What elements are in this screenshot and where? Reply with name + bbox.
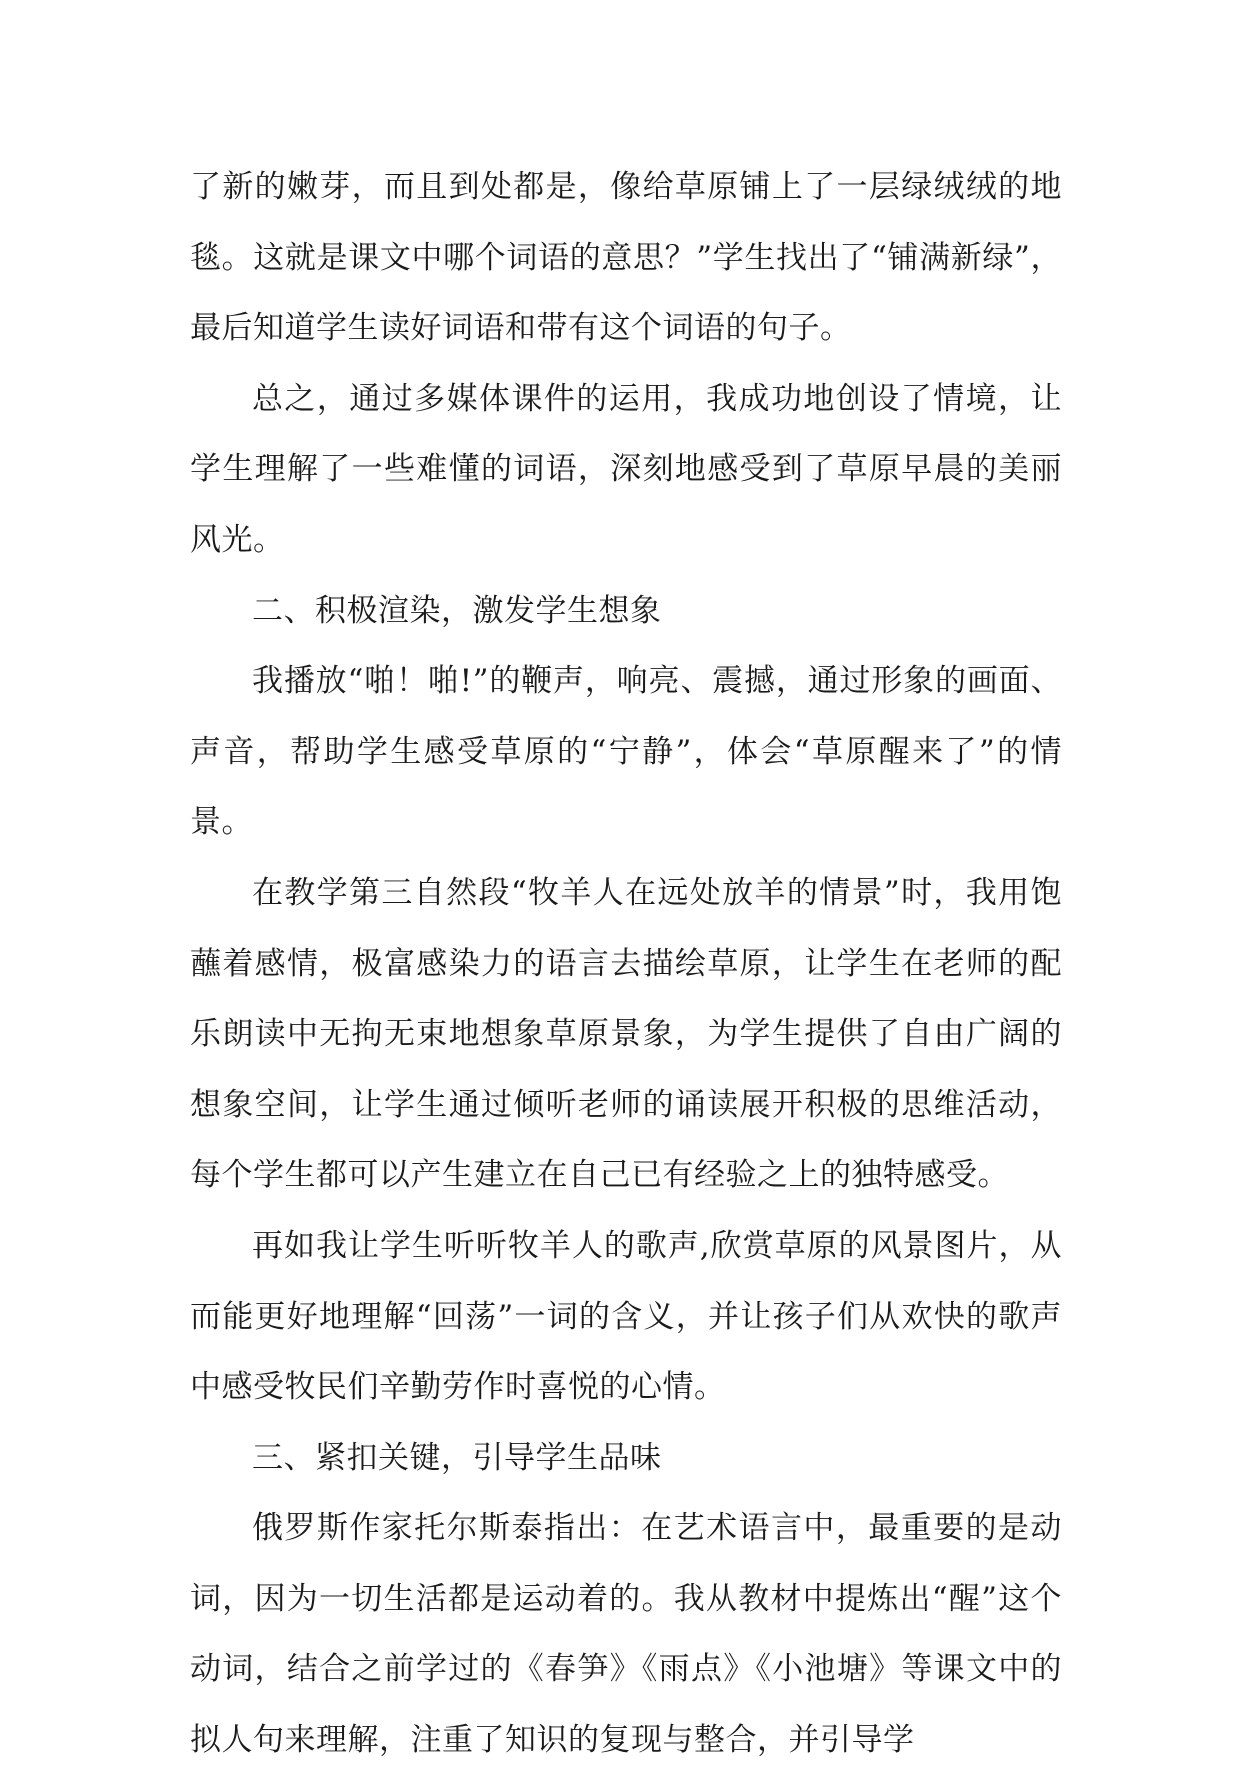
paragraph-teaching-third-section: 在教学第三自然段“牧羊人在远处放羊的情景”时，我用饱蘸着感情，极富感染力的语言去描绘草原，让学生在老师的配乐朗读中无拘无束地想象草原景象，为学生提供了自由广阔的想象空间，让学生通过倾听老师的诵读展开积极的思维活动，每个学生都可以产生建立在自己已有经验之上的独特感受。 [190, 874, 1062, 1194]
paragraph-continuation: 了新的嫩芽，而且到处都是，像给草原铺上了一层绿绒绒的地毯。这就是课文中哪个词语的意思？”学生找出了“铺满新绿”，最后知道学生读好词语和带有这个词语的句子。 [190, 169, 1062, 347]
paragraph-whip-sound: 我播放“啪！啪!”的鞭声，响亮、震撼，通过形象的画面、声音，帮助学生感受草原的“宁静”，体会“草原醒来了”的情景。 [190, 663, 1062, 841]
paragraph-tolstoy: 俄罗斯作家托尔斯泰指出：在艺术语言中，最重要的是动词，因为一切生活都是运动着的。我从教材中提炼出“醒”这个动词，结合之前学过的《春笋》《雨点》《小池塘》等课文中的拟人句来理解，注重了知识的复现与整合，并引导学 [190, 1510, 1062, 1759]
paragraph-herdsman-song: 再如我让学生听听牧羊人的歌声,欣赏草原的风景图片，从而能更好地理解“回荡”一词的含义，并让孩子们从欢快的歌声中感受牧民们辛勤劳作时喜悦的心情。 [190, 1227, 1062, 1406]
document-body [190, 152, 1062, 1776]
section-heading-2: 二、积极渲染，激发学生想象 [252, 592, 662, 629]
paragraph-summary: 总之，通过多媒体课件的运用，我成功地创设了情境，让学生理解了一些难懂的词语，深刻地感受到了草原早晨的美丽风光。 [190, 380, 1062, 558]
section-heading-3: 三、紧扣关键，引导学生品味 [252, 1439, 662, 1476]
